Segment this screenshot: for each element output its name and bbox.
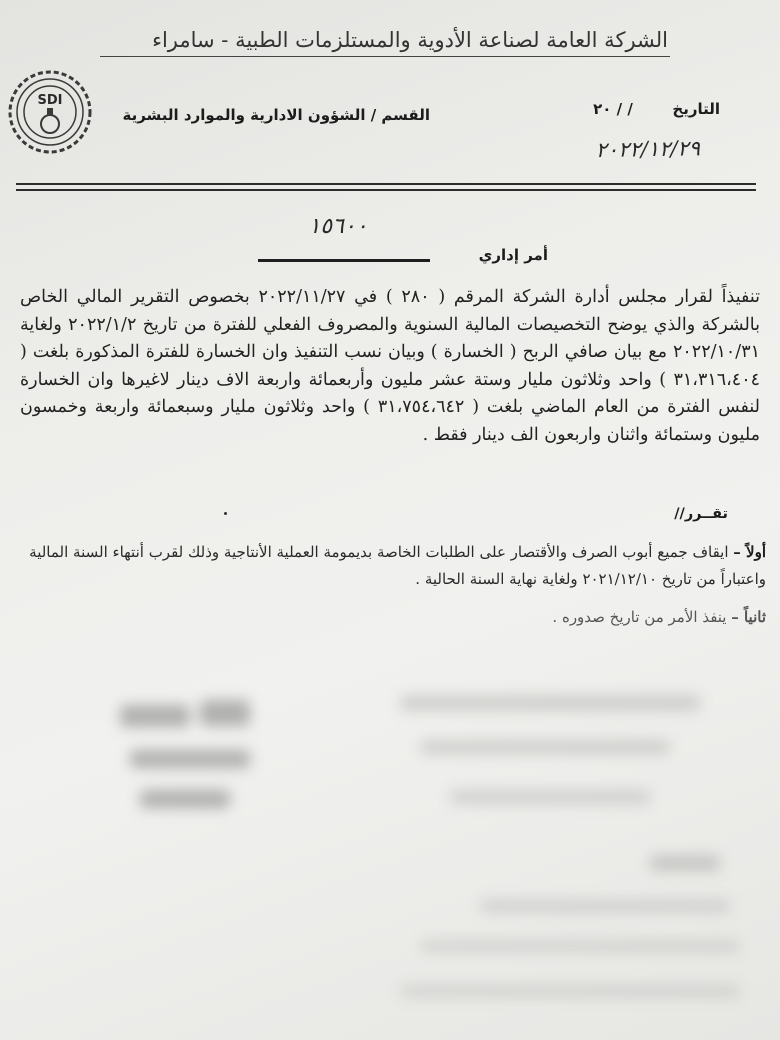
decision-label: تقــرر// xyxy=(674,506,728,522)
reference-number: ١٥٦٠٠ xyxy=(308,214,368,239)
item-first-text: ايقاف جميع أبوب الصرف والأقتصار على الطلبات الخاصة بديمومة العملية الأنتاجية وذلك لقرب أنتهاء السنة المالية واعتباراً من تاريخ ٢٠٢١/١٢/١٠ ولغاية نهاية السنة الحالية . xyxy=(29,543,766,588)
body-paragraph: تنفيذاً لقرار مجلس أدارة الشركة المرقم ( ٢٨٠ ) في ٢٠٢٢/١١/٢٧ بخصوص التقرير المالي الخاص بالشركة والذي يوضح التخصيصات المالية السنوية والمصروف الفعلي للفترة من تاريخ ٢٠٢٢/١/٢ ولغاية ٢٠٢٢/١٠/٣١ مع بيان صافي الربح ( الخسارة ) وبيان نسب التنفيذ وان الخسارة للفترة المذكورة بلغت ( ٣١،٣١٦،٤٠٤ ) واحد وثلاثون مليار وستة عشر مليون وأربعمائة واربعة الاف دينار لاغيرها وان الخسارة لنفس الفترة من العام الماضي بلغت ( ٣١،٧٥٤،٦٤٢ ) واحد وثلاثون مليار وسبعمائة واربعة وخمسون مليون وستمائة واثنان واربعون الف دينار فقط . xyxy=(20,287,761,445)
date-value: / / ٢٠ xyxy=(593,100,633,118)
item-second-label: ثانياً – xyxy=(731,608,766,626)
department-label: القسم / الشؤون الادارية والموارد البشرية xyxy=(122,106,430,124)
item-second xyxy=(18,604,766,631)
order-title: أمر إداري xyxy=(478,246,548,264)
header-divider xyxy=(16,183,756,191)
handwritten-date: ٢٠٢٢/١٢/٢٩ xyxy=(595,136,701,163)
company-logo xyxy=(4,66,96,158)
ink-dot xyxy=(224,512,227,515)
date-label: التاريخ xyxy=(672,100,720,118)
item-first xyxy=(18,539,766,593)
company-name: الشركة العامة لصناعة الأدوية والمستلزمات الطبية - سامراء xyxy=(152,28,668,52)
company-underline xyxy=(100,56,670,57)
blurred-signature-area xyxy=(0,640,780,1040)
item-second-text: ينفذ الأمر من تاريخ صدوره . xyxy=(552,608,732,626)
title-underline xyxy=(258,259,430,262)
item-first-label: أولاً – xyxy=(733,543,766,561)
logo-text: SDI xyxy=(37,93,63,108)
